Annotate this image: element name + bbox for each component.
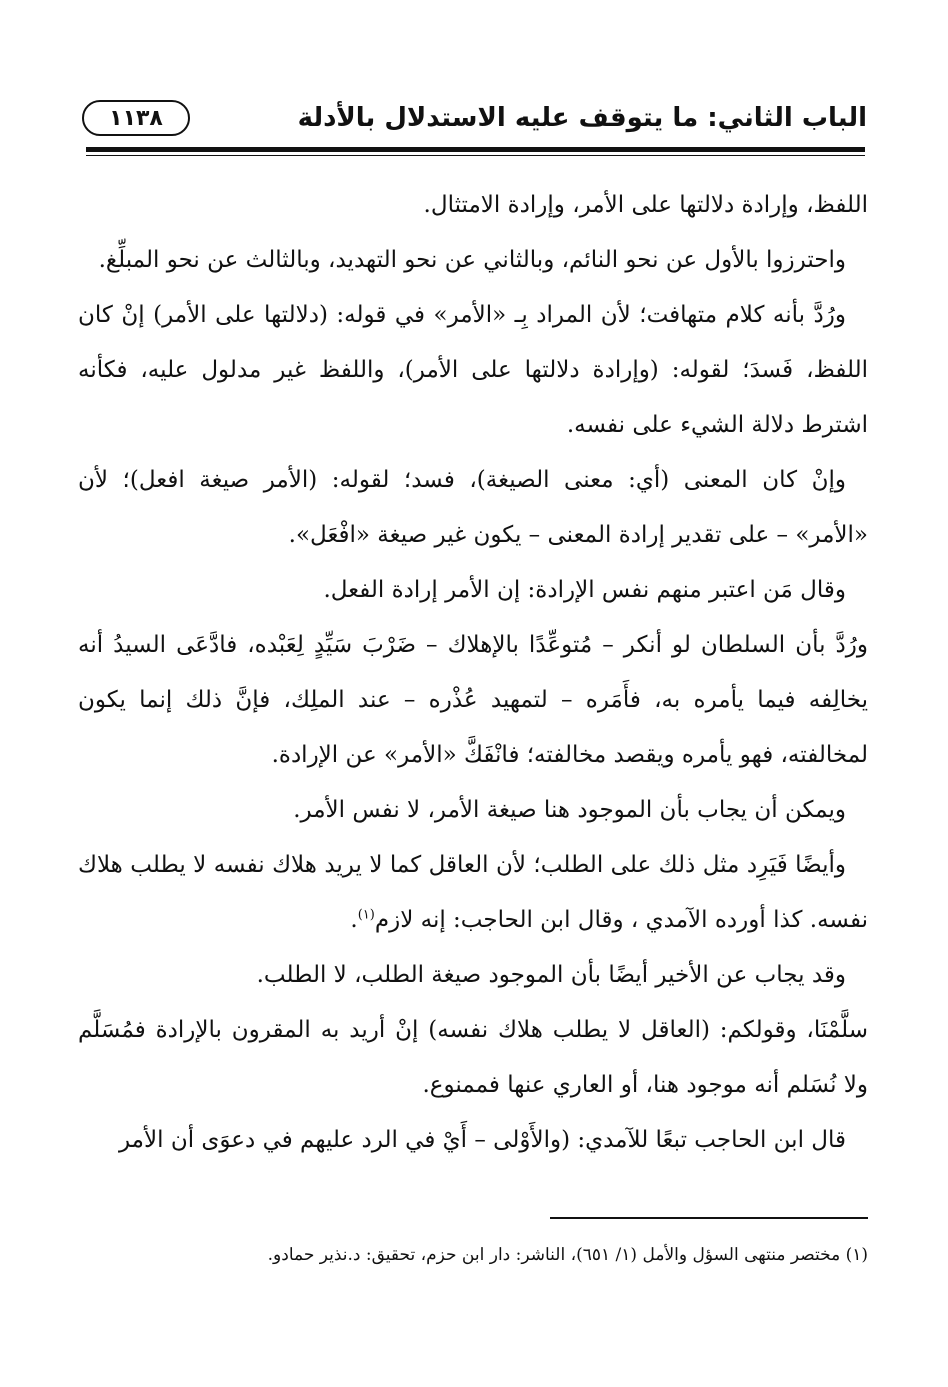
running-title: الباب الثاني: ما يتوقف عليه الاستدلال بالأدلة (297, 103, 867, 133)
header-rule-thin (86, 155, 865, 156)
paragraph: ورُدَّ بأنه كلام متهافت؛ لأن المراد بِـ «الأمر» في قوله: (دلالتها على الأمر) إنْ كان اللفظ، فَسدَ؛ لقوله: (وإرادة دلالتها على الأمر)، واللفظ غير مدلول عليه، فكأنه اشترط دلالة الشيء على نفسه. (78, 302, 868, 438)
body-text (78, 178, 868, 1168)
paragraph: وقد يجاب عن الأخير أيضًا بأن الموجود صيغة الطلب، لا الطلب. (256, 962, 846, 988)
paragraph-with-footnote (78, 838, 868, 948)
paragraph: وإنْ كان المعنى (أي: معنى الصيغة)، فسد؛ لقوله: (الأمر صيغة افعل)؛ لأن «الأمر» – على تقدير إرادة المعنى – يكون غير صيغة «افْعَل». (78, 467, 868, 548)
paragraph: ويمكن أن يجاب بأن الموجود هنا صيغة الأمر، لا نفس الأمر. (293, 797, 846, 823)
paragraph: سلَّمْنَا، وقولكم: (العاقل لا يطلب هلاك نفسه) إنْ أريد به المقرون بالإرادة فمُسَلَّم ولا نُسَلم أنه موجود هنا، أو العاري عنها فممنوع. (78, 1017, 868, 1098)
paragraph: واحترزوا بالأول عن نحو النائم، وبالثاني عن نحو التهديد، وبالثالث عن نحو المبلِّغ. (98, 247, 846, 273)
header-rule-thick (86, 147, 865, 152)
footnote: (١) مختصر منتهى السؤل والأمل (١/ ٦٥١)، الناشر: دار ابن حزم، تحقيق: د.نذير حمادو. (267, 1245, 868, 1265)
paragraph-end-punctuation: . (350, 907, 358, 933)
paragraph: قال ابن الحاجب تبعًا للآمدي: (والأَوْلى – أَيْ في الرد عليهم في دعوَى أن الأمر (118, 1127, 846, 1153)
paragraph: وقال مَن اعتبر منهم نفس الإرادة: إن الأمر إرادة الفعل. (323, 577, 846, 603)
page-number-badge: ١١٣٨ (82, 100, 190, 136)
paragraph: ورُدَّ بأن السلطان لو أنكر – مُتوعِّدًا بالإهلاك – ضَرْبَ سَيِّدٍ لِعَبْده، فادَّعَى السيدُ أنه يخالِفه فيما يأمره به، فأَمَره – لتمهيد عُذْره – عند الملِك، فإنَّ ذلك إنما يكون لمخالفته، فهو يأمره ويقصد مخالفته؛ فانْفَكَّ «الأمر» عن الإرادة. (78, 632, 868, 768)
paragraph-text: وأيضًا فَيَرِد مثل ذلك على الطلب؛ لأن العاقل كما لا يريد هلاك نفسه لا يطلب هلاك نفسه. كذا أورده الآمدي ، وقال ابن الحاجب: إنه لازم (78, 852, 868, 933)
paragraph: اللفظ، وإرادة دلالتها على الأمر، وإرادة الامتثال. (423, 192, 868, 218)
footnote-rule (550, 1217, 868, 1219)
footnote-reference[interactable]: (١) (357, 907, 375, 923)
page-header (82, 96, 867, 144)
